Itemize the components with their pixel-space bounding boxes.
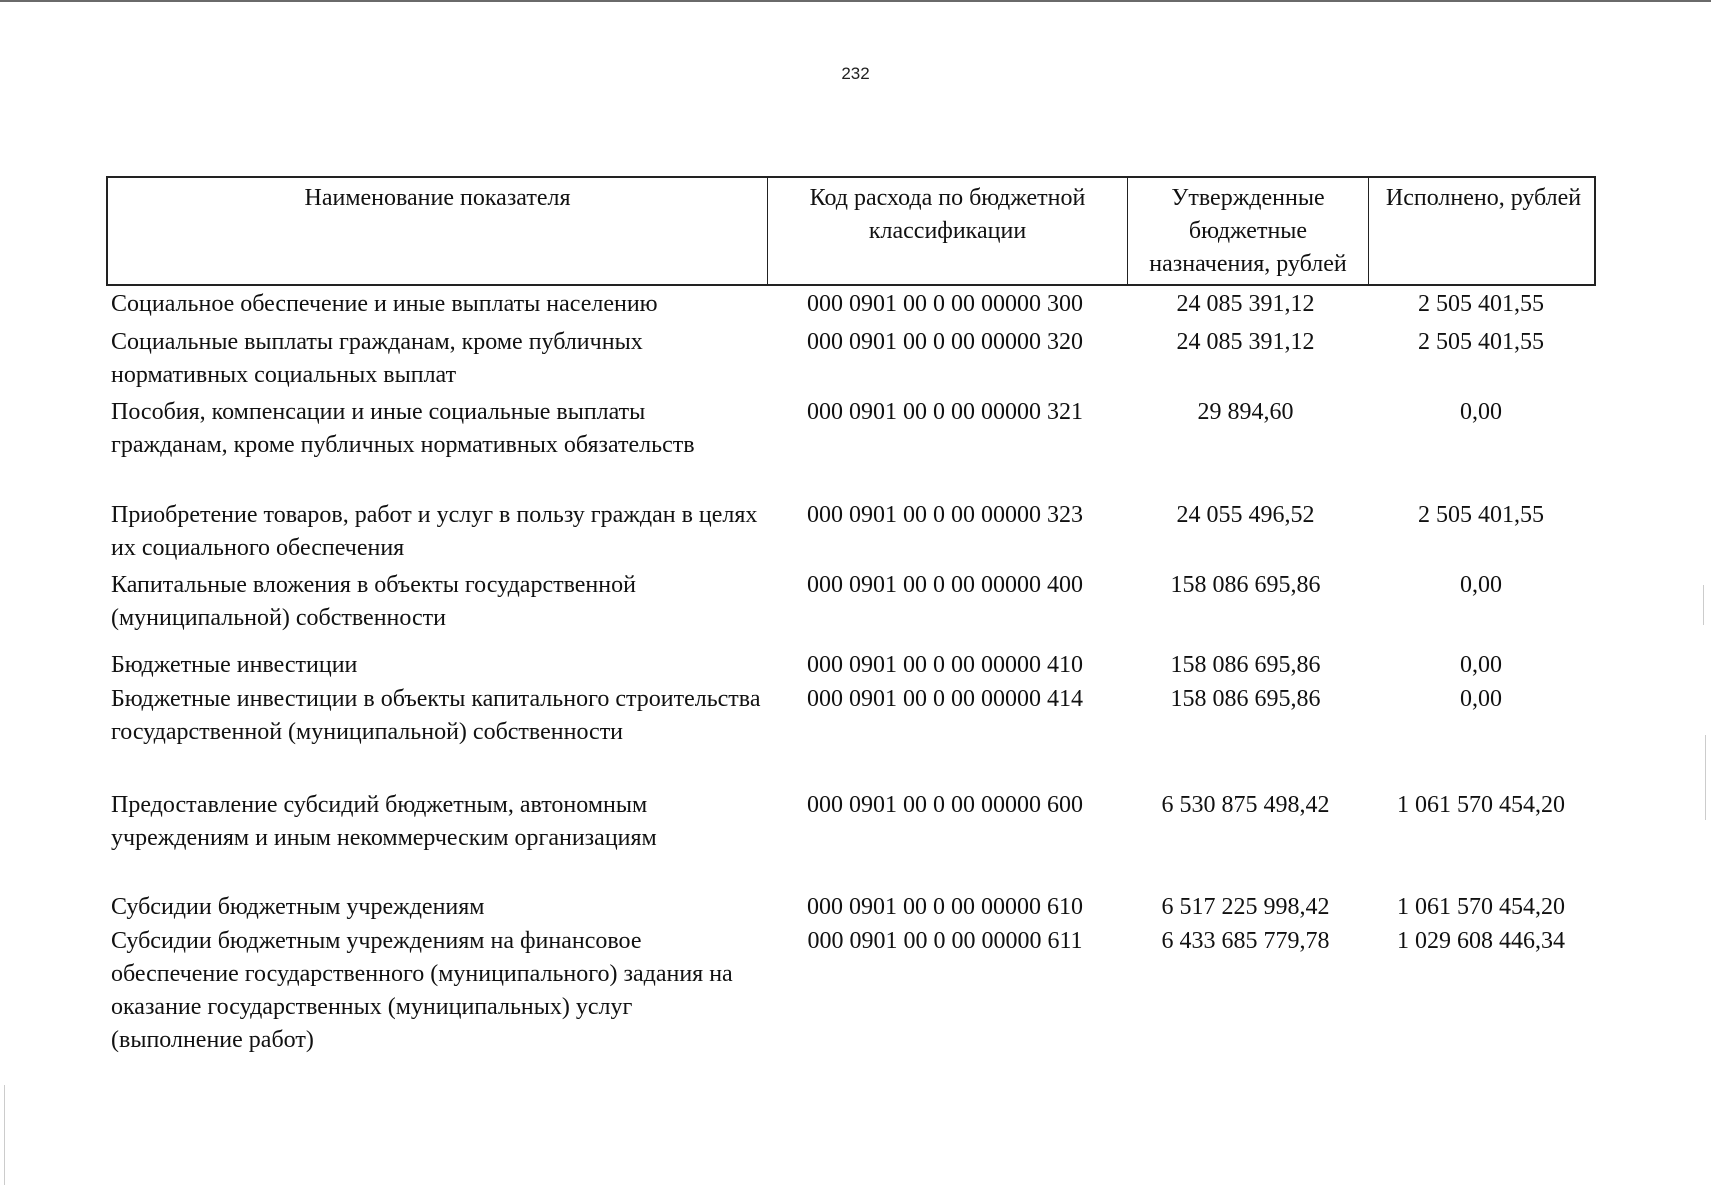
row-executed: 0,00 [1460,686,1502,712]
row-name: Субсидии бюджетным учреждениям на финансовое обеспечение государственного (муниципального) задания на оказание государственных (муниципальных) услуг (выполнение работ) [111,928,733,1053]
budget-table [106,176,1596,1065]
row-executed: 1 061 570 454,20 [1397,894,1565,920]
row-approved: 6 517 225 998,42 [1161,894,1330,920]
header-approved: Утвержденные бюджетные назначения, рублей [1127,178,1368,284]
row-executed: 2 505 401,55 [1418,291,1544,317]
header-name: Наименование показателя [304,185,571,211]
row-approved: 6 530 875 498,42 [1161,792,1330,818]
row-approved: 24 055 496,52 [1176,502,1315,528]
row-executed: 1 061 570 454,20 [1397,792,1565,818]
row-executed: 0,00 [1460,652,1502,678]
row-executed: 2 505 401,55 [1418,329,1544,355]
table-header [106,176,1596,286]
row-code: 000 0901 00 0 00 00000 611 [807,928,1083,954]
row-code: 000 0901 00 0 00 00000 610 [807,894,1083,920]
row-code: 000 0901 00 0 00 00000 321 [807,399,1083,425]
row-name: Бюджетные инвестиции в объекты капитального строительства государственной (муниципальной) собственности [111,686,761,745]
row-name: Приобретение товаров, работ и услуг в пользу граждан в целях их социального обеспечения [111,502,758,561]
row-approved: 158 086 695,86 [1170,652,1321,678]
row-approved: 158 086 695,86 [1170,572,1321,598]
table-row [106,649,1596,683]
row-name: Предоставление субсидий бюджетным, автономным учреждениям и иным некоммерческим организациям [111,792,657,851]
row-executed: 1 029 608 446,34 [1397,928,1565,954]
table-row [106,288,1596,326]
row-executed: 0,00 [1460,399,1502,425]
row-name: Бюджетные инвестиции [111,652,358,678]
header-executed: Исполнено, рублей [1368,178,1598,284]
table-row [106,683,1596,789]
scan-top-edge [0,0,1711,2]
row-code: 000 0901 00 0 00 00000 410 [807,652,1083,678]
row-code: 000 0901 00 0 00 00000 414 [807,686,1083,712]
row-name: Капитальные вложения в объекты государственной (муниципальной) собственности [111,572,636,631]
table-row [106,499,1596,569]
row-name: Пособия, компенсации и иные социальные выплаты гражданам, кроме публичных нормативных обязательств [111,399,695,458]
row-approved: 24 085 391,12 [1176,291,1315,317]
header-code: Код расхода по бюджетной классификации [767,178,1127,284]
row-code: 000 0901 00 0 00 00000 323 [807,502,1083,528]
row-name: Социальное обеспечение и иные выплаты населению [111,291,658,317]
row-name: Субсидии бюджетным учреждениям [111,894,485,920]
row-approved: 158 086 695,86 [1170,686,1321,712]
table-row [106,789,1596,891]
scan-edge-mark [1705,735,1706,820]
row-approved: 6 433 685 779,78 [1161,928,1330,954]
row-approved: 24 085 391,12 [1176,329,1315,355]
table-row [106,326,1596,396]
table-row [106,891,1596,925]
scan-edge-mark [4,1085,5,1185]
row-code: 000 0901 00 0 00 00000 320 [807,329,1083,355]
row-name: Социальные выплаты гражданам, кроме публичных нормативных социальных выплат [111,329,643,388]
row-executed: 2 505 401,55 [1418,502,1544,528]
table-row [106,569,1596,649]
table-row [106,925,1596,1065]
row-approved: 29 894,60 [1197,399,1294,425]
row-executed: 0,00 [1460,572,1502,598]
table-row [106,396,1596,499]
row-code: 000 0901 00 0 00 00000 300 [807,291,1083,317]
row-code: 000 0901 00 0 00 00000 400 [807,572,1083,598]
page-number: 232 [841,64,870,83]
scan-edge-mark [1703,585,1704,625]
row-code: 000 0901 00 0 00 00000 600 [807,792,1083,818]
